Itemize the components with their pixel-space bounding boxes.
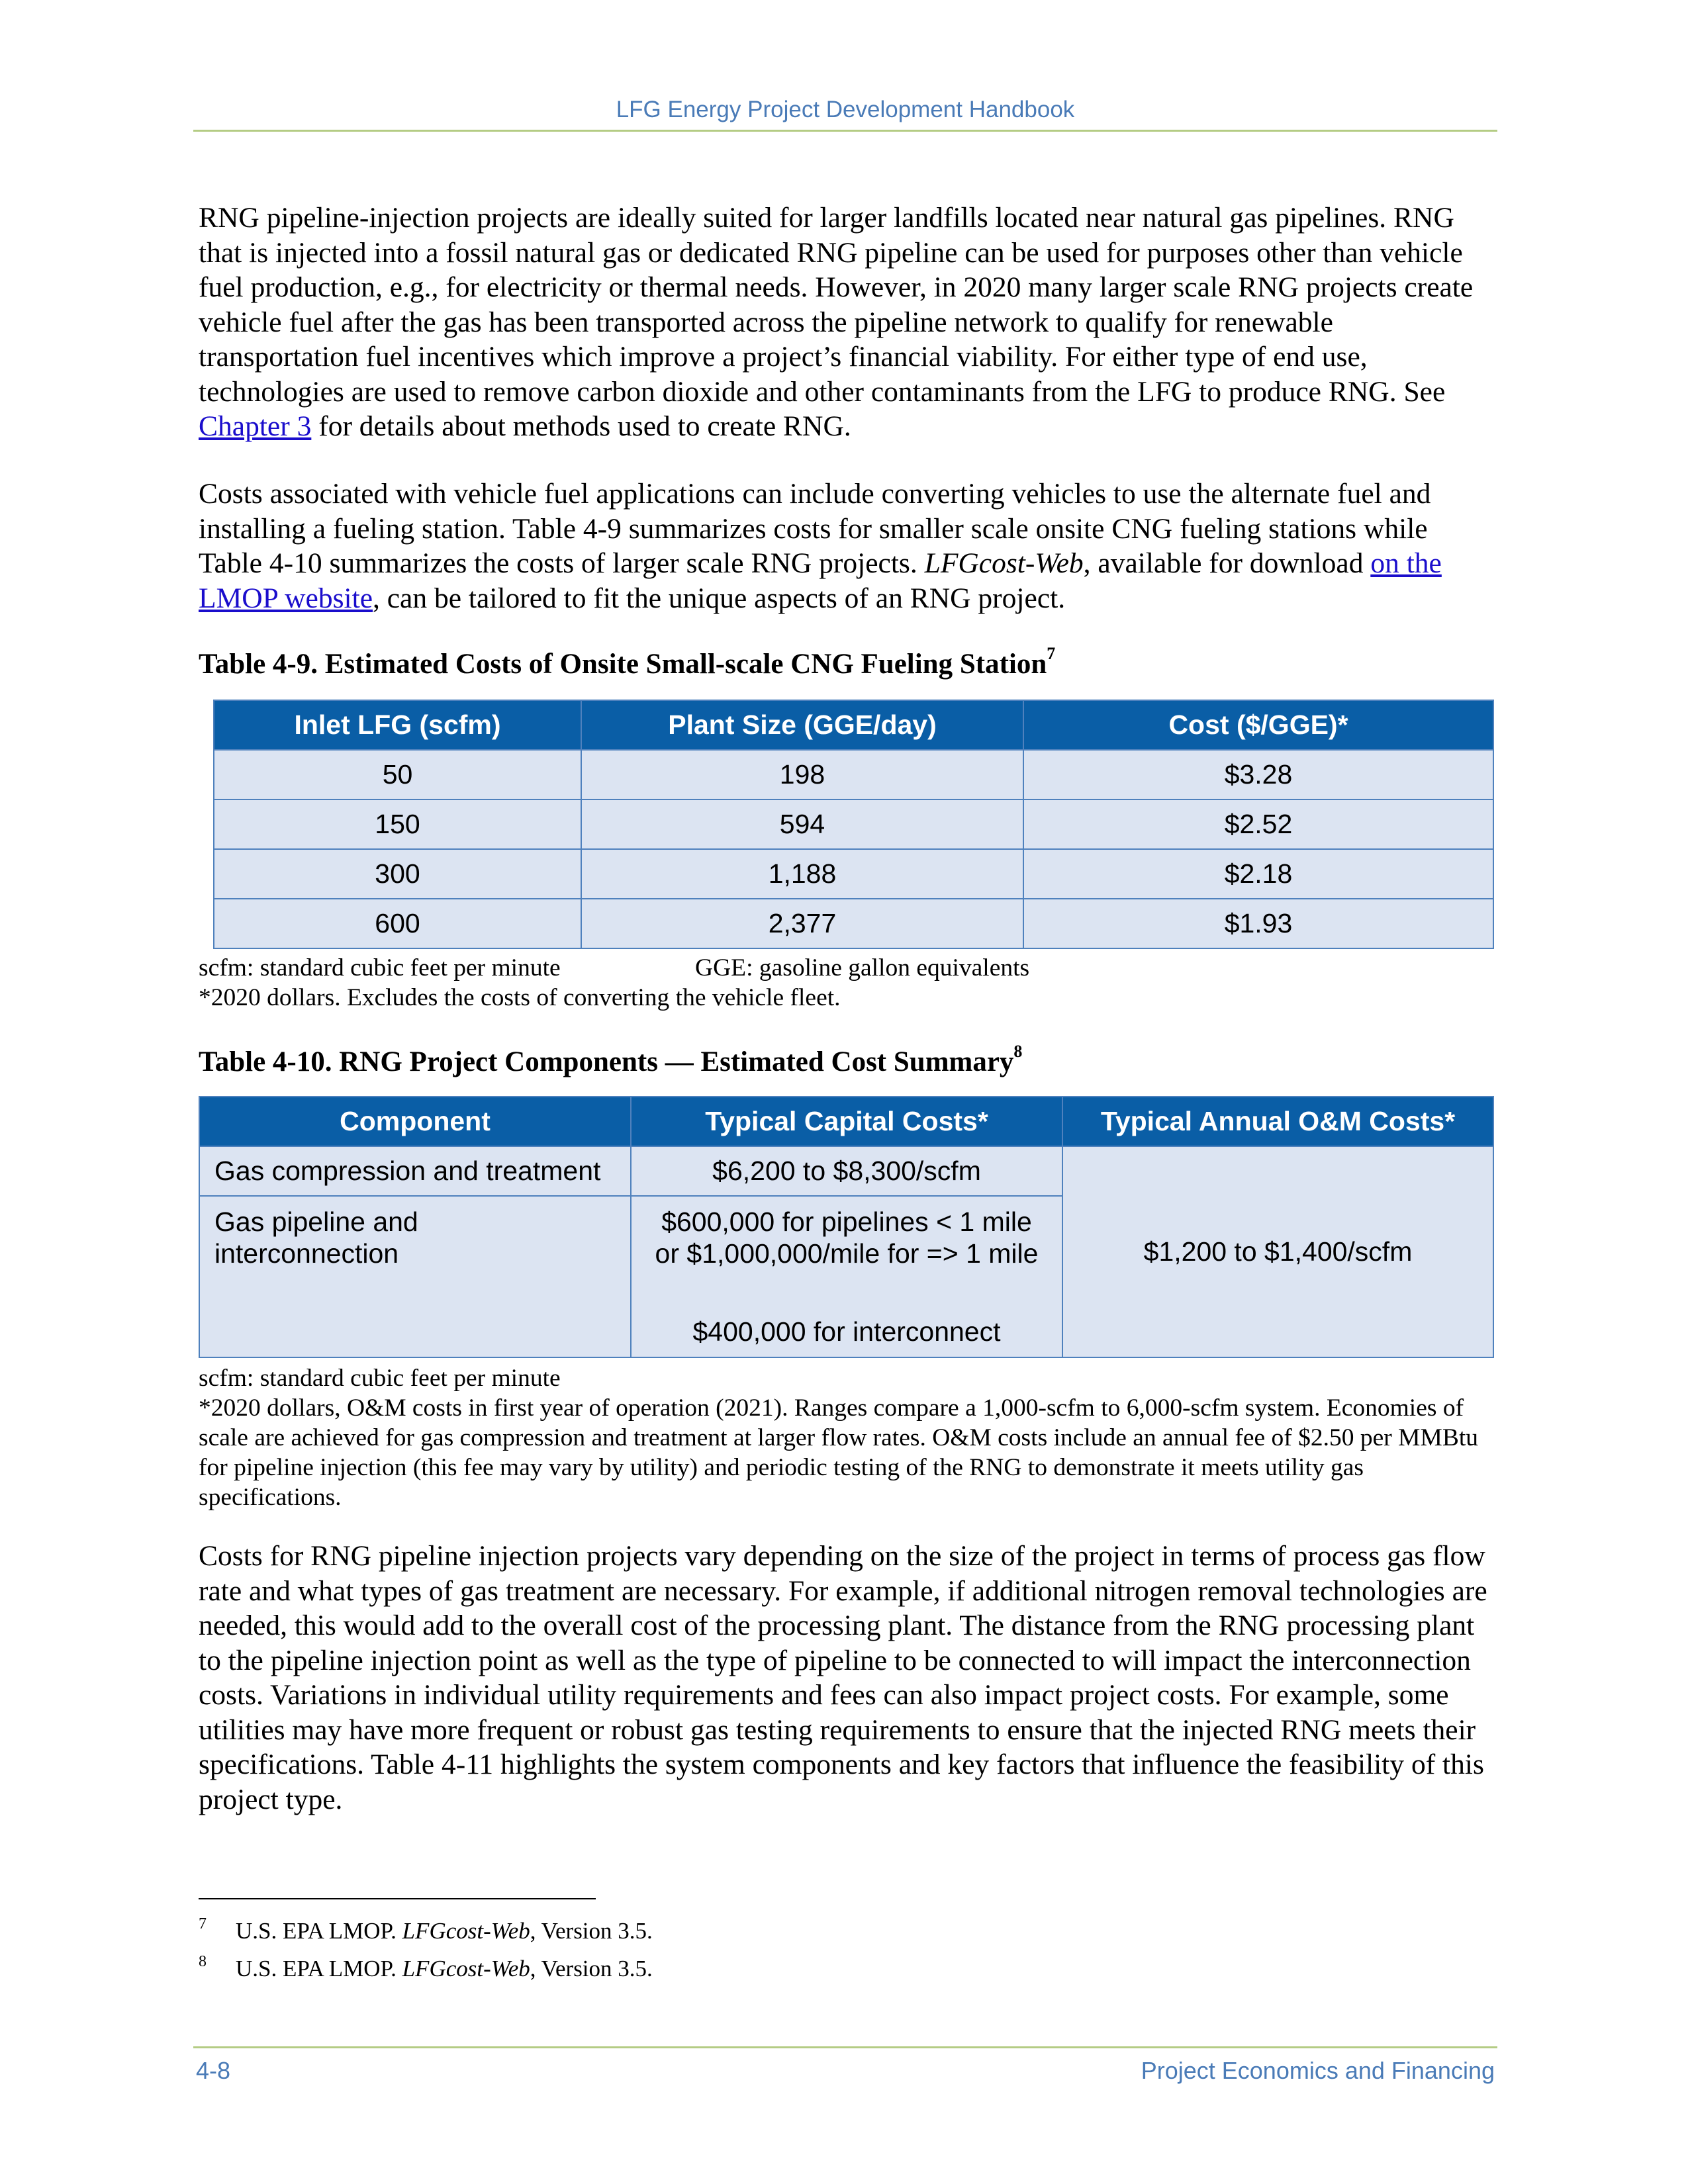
table-cell: 594 [581, 799, 1023, 849]
lfgcost-web-title: LFGcost-Web [924, 547, 1084, 579]
footnote-text: U.S. EPA LMOP. [236, 1918, 402, 1944]
component-cell [199, 1196, 631, 1357]
footnote-ref[interactable]: 8 [1013, 1042, 1023, 1061]
table-4-10-caption [199, 1042, 1496, 1078]
table-4-10-notes [199, 1363, 1496, 1512]
table-header-row [199, 1097, 1493, 1146]
footnote-text: , Version 3.5. [530, 1918, 653, 1944]
note-scfm: scfm: standard cubic feet per minute [199, 954, 561, 981]
paragraph-text: Costs associated with vehicle fuel applications can include converting vehicles to use the alternate fuel and installing a fueling station. Table 4-9 summarizes costs for smaller scale onsite CNG fueling stations while Table 4-10 summarizes the costs of larger scale RNG projects. [199, 478, 1431, 579]
footnote-text: U.S. EPA LMOP. [236, 1956, 402, 1981]
capital-cost-cell: $6,200 to $8,300/scfm [631, 1146, 1062, 1196]
note-scfm: scfm: standard cubic feet per minute [199, 1365, 561, 1392]
table-cell: $2.18 [1023, 849, 1493, 899]
column-header: Component [199, 1097, 631, 1146]
table-cell: 600 [214, 899, 581, 948]
footer-section-title: Project Economics and Financing [1141, 2057, 1495, 2084]
capital-line: $400,000 for interconnect [692, 1316, 1001, 1347]
table-cell: $3.28 [1023, 750, 1493, 799]
component-cell: Gas compression and treatment [199, 1146, 631, 1196]
paragraph-text: , available for download [1083, 547, 1371, 579]
table-cell: 198 [581, 750, 1023, 799]
footnote-italic-title: LFGcost-Web [402, 1956, 530, 1981]
table-4-9 [213, 700, 1494, 949]
note-gge: GGE: gasoline gallon equivalents [695, 954, 1030, 981]
paragraph-rng-pipeline [199, 201, 1496, 444]
column-header: Inlet LFG (scfm) [214, 700, 581, 750]
caption-text: Table 4-10. RNG Project Components — Estimated Cost Summary [199, 1046, 1014, 1077]
column-header: Cost ($/GGE)* [1023, 700, 1493, 750]
column-header: Plant Size (GGE/day) [581, 700, 1023, 750]
chapter-3-link[interactable]: Chapter 3 [199, 410, 312, 442]
footnote-number: 7 [199, 1915, 207, 1933]
page-number: 4-8 [196, 2057, 231, 2084]
table-header-row [214, 700, 1493, 750]
paragraph-pipeline-injection-costs: Costs for RNG pipeline injection projects vary depending on the size of the project in terms of process gas flow rate and what types of gas treatment are necessary. For example, if additional nitrogen removal technologies are needed, this would add to the overall cost of the processing plant. The distance from the RNG processing plant to the pipeline injection point as well as the type of pipeline to be connected to will impact the interconnection costs. Variations in individual utility requirements and fees can also impact project costs. For example, some utilities may have more frequent or robust gas testing requirements to ensure that the injected RNG meets their specifications. Table 4-11 highlights the system components and key factors that influence the feasibility of this project type. [199, 1540, 1487, 1815]
column-header: Typical Annual O&M Costs* [1062, 1097, 1493, 1146]
table-4-9-caption [199, 644, 1496, 680]
table-cell: $1.93 [1023, 899, 1493, 948]
table-cell: 50 [214, 750, 581, 799]
paragraph-vehicle-fuel-costs [199, 477, 1496, 615]
table-4-9-notes [199, 953, 1496, 1013]
table-4-10 [199, 1096, 1494, 1358]
table-row [214, 849, 1493, 899]
running-header: LFG Energy Project Development Handbook [616, 97, 1075, 122]
component-line: interconnection [214, 1238, 399, 1269]
header-rule [193, 130, 1497, 132]
footnote-number: 8 [199, 1953, 207, 1970]
table-cell: $2.52 [1023, 799, 1493, 849]
table-cell: 300 [214, 849, 581, 899]
om-cost-cell: $1,200 to $1,400/scfm [1062, 1146, 1493, 1357]
column-header: Typical Capital Costs* [631, 1097, 1062, 1146]
paragraph-text: RNG pipeline-injection projects are ideally suited for larger landfills located near natural gas pipelines. RNG that is injected into a fossil natural gas or dedicated RNG pipeline can be used for purposes other than vehicle fuel production, e.g., for electricity or thermal needs. However, in 2020 many larger scale RNG projects create vehicle fuel after the gas has been transported across the pipeline network to qualify for renewable transportation fuel incentives which improve a project’s financial viability. For either type of end use, technologies are used to remove carbon dioxide and other contaminants from the LFG to produce RNG. See [199, 202, 1474, 408]
footer-rule [193, 2046, 1497, 2048]
table-cell: 150 [214, 799, 581, 849]
footnote-italic-title: LFGcost-Web [402, 1918, 530, 1944]
note-dollars: *2020 dollars. Excludes the costs of converting the vehicle fleet. [199, 984, 841, 1011]
capital-line: $600,000 for pipelines < 1 mile [661, 1206, 1032, 1237]
table-row [199, 1146, 1493, 1196]
capital-cost-cell [631, 1196, 1062, 1357]
table-cell: 1,188 [581, 849, 1023, 899]
footnote-ref[interactable]: 7 [1047, 644, 1056, 663]
table-cell: 2,377 [581, 899, 1023, 948]
table-row [214, 899, 1493, 948]
capital-line: or $1,000,000/mile for => 1 mile [655, 1238, 1039, 1269]
paragraph-text: , can be tailored to fit the unique aspects of an RNG project. [373, 582, 1066, 614]
footnote-separator [199, 1898, 596, 1899]
lmop-website-link[interactable]: on the LMOP website [199, 547, 1442, 614]
caption-text: Table 4-9. Estimated Costs of Onsite Small-scale CNG Fueling Station [199, 649, 1047, 680]
table-row [214, 750, 1493, 799]
note-dollars-om: *2020 dollars, O&M costs in first year of operation (2021). Ranges compare a 1,000-scfm to 6,000-scfm system. Economies of scale are achieved for gas compression and treatment at larger flow rates. O&M costs include an annual fee of $2.50 per MMBtu for pipeline injection (this fee may vary by utility) and periodic testing of the RNG to demonstrate it meets utility gas specifications. [199, 1394, 1479, 1511]
footnote-text: , Version 3.5. [530, 1956, 653, 1981]
paragraph-text: for details about methods used to create RNG. [311, 410, 851, 442]
table-row [214, 799, 1493, 849]
footnote-7 [199, 1915, 653, 1944]
footnote-8 [199, 1953, 653, 1982]
component-line: Gas pipeline and [214, 1206, 418, 1237]
